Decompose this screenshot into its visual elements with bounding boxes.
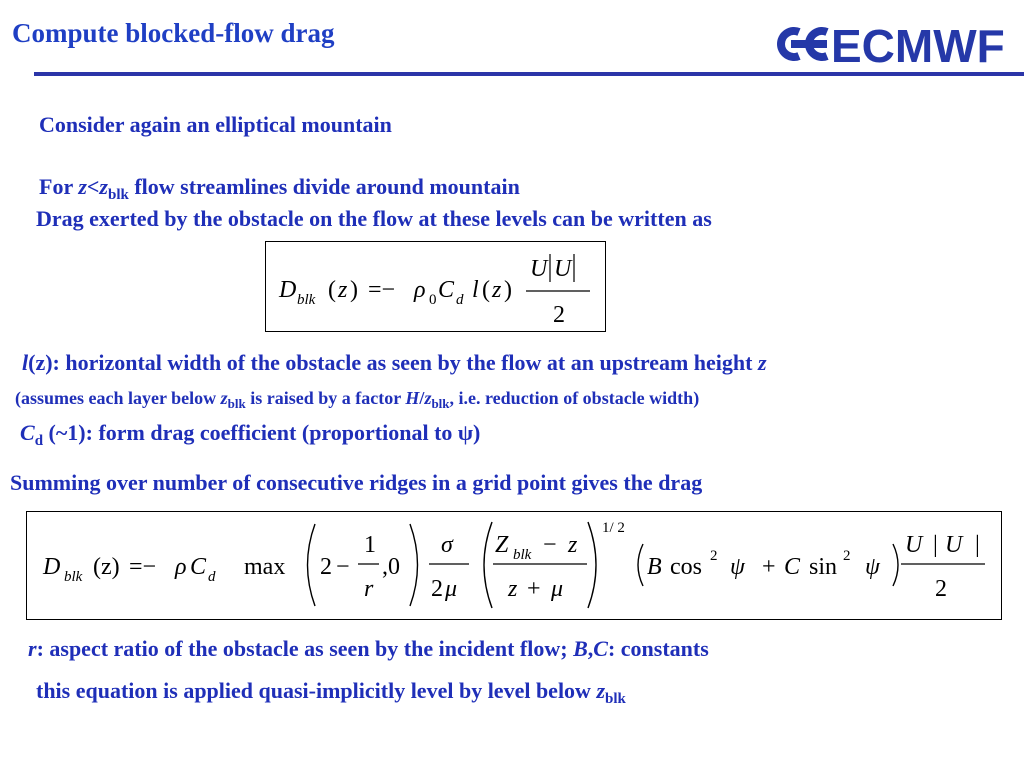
eq1-blk: blk bbox=[297, 292, 316, 308]
eq2-exp: 1/ 2 bbox=[602, 520, 625, 536]
r-C: C bbox=[593, 636, 608, 661]
eq2-Zblk: blk bbox=[513, 547, 532, 563]
eq2-lpz: (z) bbox=[93, 554, 120, 580]
assume-slash: / bbox=[419, 388, 425, 408]
eq1-d: d bbox=[456, 292, 464, 308]
eq2-zmu-z: z bbox=[508, 576, 518, 602]
last-sub: blk bbox=[605, 691, 626, 707]
eq2-twomu-2: 2 bbox=[431, 576, 443, 602]
equation-2 bbox=[27, 512, 1001, 619]
eq2-sq2: 2 bbox=[843, 548, 851, 564]
l-rest: (z): horizontal width of the obstacle as seen by the flow at an upstream height bbox=[28, 350, 758, 375]
eq2-mu: μ bbox=[445, 576, 458, 602]
eq2-max: max bbox=[244, 554, 286, 580]
assume-sub2: blk bbox=[431, 396, 450, 411]
zblk-symbol: z bbox=[99, 174, 108, 199]
blk-subscript: blk bbox=[107, 187, 129, 203]
condition-line bbox=[39, 174, 520, 203]
l-z: z bbox=[757, 350, 767, 375]
eq2-one: 1 bbox=[364, 532, 376, 558]
summing-line: Summing over number of consecutive ridges in a grid point gives the drag bbox=[10, 470, 703, 495]
assume-z: z bbox=[220, 388, 228, 408]
less-than: < bbox=[86, 174, 100, 199]
eq2-C2: C bbox=[784, 554, 801, 580]
eq2-bar: | bbox=[933, 532, 938, 558]
eq1-l: l bbox=[472, 277, 479, 303]
r-symbol: r bbox=[28, 636, 37, 661]
eq2-sigma: σ bbox=[441, 532, 453, 558]
assume-note bbox=[15, 388, 699, 409]
equation-1-box bbox=[265, 241, 606, 332]
eq1-rp: ) bbox=[350, 277, 358, 303]
eq2-B: B bbox=[647, 554, 662, 580]
eq2-plus2: + bbox=[762, 554, 776, 580]
assume-c: , i.e. reduction of obstacle width) bbox=[449, 388, 700, 408]
eq2-den2: 2 bbox=[935, 576, 947, 602]
eq1-zero: 0 bbox=[429, 292, 437, 308]
eq2-psi2: ψ bbox=[865, 554, 880, 580]
eq2-Z: Z bbox=[495, 532, 509, 558]
drag-line: Drag exerted by the obstacle on the flow at these levels can be written as bbox=[36, 206, 712, 231]
r-text: : aspect ratio of the obstacle as seen by the incident flow; bbox=[36, 636, 574, 661]
eq2-sq1: 2 bbox=[710, 548, 718, 564]
l-symbol: l bbox=[22, 350, 29, 375]
title-divider bbox=[34, 72, 1024, 76]
eq2-psi1: ψ bbox=[730, 554, 745, 580]
page-title: Compute blocked-flow drag bbox=[12, 18, 335, 48]
eq1-den: 2 bbox=[553, 302, 565, 328]
r-comma: , bbox=[587, 636, 594, 661]
intro-text: Consider again an elliptical mountain bbox=[39, 112, 392, 137]
eq2-mu2: μ bbox=[551, 576, 564, 602]
cd-sub: d bbox=[34, 433, 44, 449]
eq1-rho: ρ bbox=[414, 277, 426, 303]
eq2-minus2: − bbox=[543, 532, 557, 558]
eq2-U2: U bbox=[945, 532, 963, 558]
eq2-C: C bbox=[190, 554, 207, 580]
eq1-lp: ( bbox=[328, 277, 336, 303]
eq2-minus: − bbox=[336, 554, 350, 580]
eq2-D: D bbox=[43, 554, 61, 580]
cd-rest: (~1): form drag coefficient (proportional to ψ) bbox=[43, 420, 481, 445]
eq2-plus: + bbox=[527, 576, 541, 602]
eq2-rho: ρ bbox=[175, 554, 187, 580]
eq1-lp2: ( bbox=[482, 277, 490, 303]
eq1-z2: z bbox=[492, 277, 502, 303]
eq1-equals: =− bbox=[368, 277, 396, 303]
ecmwf-logo bbox=[765, 20, 1024, 68]
implicit-note bbox=[36, 678, 626, 707]
cd-description bbox=[20, 420, 481, 449]
assume-a: (assumes each layer below bbox=[15, 388, 221, 408]
r-description bbox=[28, 636, 709, 662]
equation-1 bbox=[266, 242, 605, 331]
eq2-r: r bbox=[364, 576, 374, 602]
eq2-equals: =− bbox=[129, 554, 157, 580]
eq1-U1: U bbox=[530, 256, 548, 282]
for-prefix: For bbox=[39, 174, 79, 199]
eq1-D: D bbox=[279, 277, 297, 303]
assume-b: is raised by a factor bbox=[245, 388, 406, 408]
eq2-bar2: | bbox=[975, 532, 980, 558]
eq2-cos: cos bbox=[670, 554, 702, 580]
eq2-d: d bbox=[208, 569, 216, 585]
eq2-two: 2 bbox=[320, 554, 332, 580]
assume-z2: z bbox=[424, 388, 432, 408]
eq2-blk: blk bbox=[64, 569, 83, 585]
last-text: this equation is applied quasi-implicitly level by level below bbox=[36, 678, 597, 703]
cd-C: C bbox=[20, 420, 35, 445]
r-B: B bbox=[573, 636, 588, 661]
eq1-C: C bbox=[438, 277, 455, 303]
eq2-z: z bbox=[568, 532, 578, 558]
last-z: z bbox=[596, 678, 606, 703]
eq2-sin: sin bbox=[809, 554, 838, 580]
eq2-comma: ,0 bbox=[382, 554, 400, 580]
equation-2-box bbox=[26, 511, 1002, 620]
eq1-z: z bbox=[338, 277, 348, 303]
eq1-rp2: ) bbox=[504, 277, 512, 303]
eq2-U1: U bbox=[905, 532, 923, 558]
assume-H: H bbox=[405, 388, 420, 408]
z-symbol: z bbox=[78, 174, 87, 199]
logo-text: ECMWF bbox=[831, 20, 1005, 68]
eq1-U2: U bbox=[554, 256, 572, 282]
l-description bbox=[22, 350, 767, 376]
assume-sub: blk bbox=[227, 396, 246, 411]
r-end: : constants bbox=[607, 636, 709, 661]
condition-rest: flow streamlines divide around mountain bbox=[128, 174, 520, 199]
